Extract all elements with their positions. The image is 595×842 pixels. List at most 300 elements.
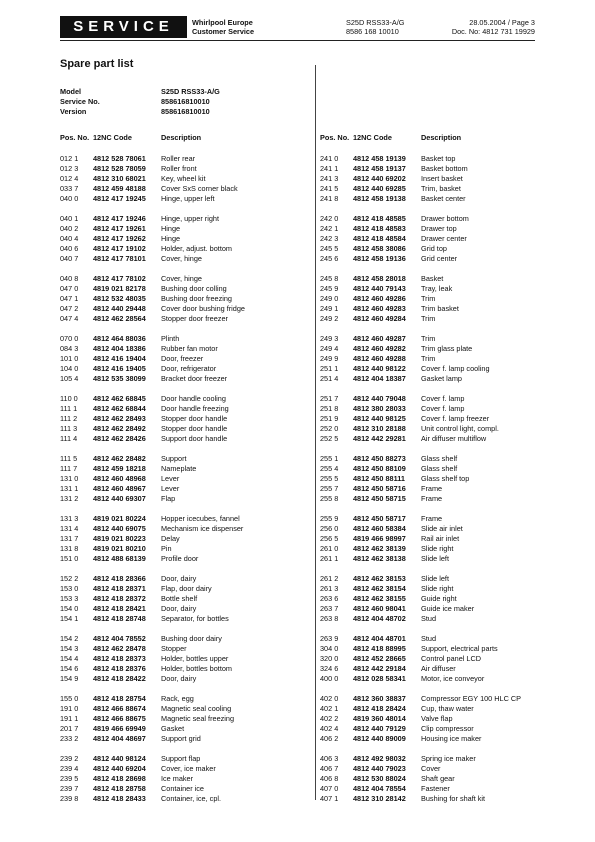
part-description: Door, refrigerator: [161, 364, 217, 373]
pos-number: 131 7: [60, 534, 79, 543]
pos-number: 155 0: [60, 694, 79, 703]
part-description: Grid center: [421, 254, 458, 263]
part-code: 4812 418 28698: [93, 774, 146, 783]
part-description: Hinge, upper right: [161, 214, 220, 223]
part-code: 4812 418 88995: [353, 644, 406, 653]
part-code: 4812 462 38153: [353, 574, 406, 583]
part-code: 4812 466 88675: [93, 714, 146, 723]
pos-number: 252 5: [320, 434, 339, 443]
pos-number: 111 3: [60, 424, 78, 433]
part-description: Cover f. lamp freezer: [421, 414, 490, 423]
column-divider: [315, 65, 316, 800]
page-title: Spare part list: [60, 58, 134, 70]
part-code: 4812 418 28366: [93, 574, 146, 583]
part-description: Control panel LCD: [421, 654, 482, 663]
part-description: Trim: [421, 294, 436, 303]
part-description: Flap: [161, 494, 176, 503]
part-code: 4812 462 28492: [93, 424, 146, 433]
part-description: Door handle freezing: [161, 404, 229, 413]
pos-number: 111 7: [60, 464, 78, 473]
pos-number: 249 3: [320, 334, 339, 343]
part-code: 4812 418 28754: [93, 694, 146, 703]
pos-number: 012 1: [60, 154, 79, 163]
part-code: 4812 417 19245: [93, 194, 146, 203]
part-description: Basket top: [421, 154, 456, 163]
part-code: 4812 440 69285: [353, 184, 406, 193]
pos-number: 406 3: [320, 754, 339, 763]
part-code: 4812 360 38837: [353, 694, 406, 703]
part-description: Bushing door dairy: [161, 634, 222, 643]
company-name: Whirlpool Europe: [192, 18, 253, 27]
part-description: Hinge: [161, 234, 181, 243]
part-code: 4812 417 19261: [93, 224, 146, 233]
part-code: 4812 028 58341: [353, 674, 406, 683]
part-description: Support door handle: [161, 434, 228, 443]
pos-number: 241 8: [320, 194, 339, 203]
pos-number: 012 3: [60, 164, 79, 173]
part-code: 4812 440 79023: [353, 764, 406, 773]
pos-number: 251 4: [320, 374, 339, 383]
pos-number: 261 0: [320, 544, 339, 553]
part-description: Frame: [421, 484, 443, 493]
pos-number: 070 0: [60, 334, 79, 343]
pos-number: 040 6: [60, 244, 79, 253]
pos-number: 261 1: [320, 554, 339, 563]
part-description: Basket center: [421, 194, 466, 203]
part-description: Cover f. lamp cooling: [421, 364, 490, 373]
part-code: 4812 460 49282: [353, 344, 406, 353]
part-code: 4812 418 28373: [93, 654, 146, 663]
part-description: Profile door: [161, 554, 199, 563]
part-description: Support flap: [161, 754, 201, 763]
part-description: Support grid: [161, 734, 201, 743]
pos-number: 241 1: [320, 164, 339, 173]
part-code: 4812 450 88273: [353, 454, 406, 463]
part-code: 4812 462 28564: [93, 314, 146, 323]
part-code: 4819 021 82178: [93, 284, 146, 293]
part-code: 4812 416 19405: [93, 364, 146, 373]
pos-number: 249 2: [320, 314, 339, 323]
part-description: Guide right: [421, 594, 457, 603]
pos-number: 153 0: [60, 584, 79, 593]
model-number: 8586 168 10010: [346, 27, 399, 36]
part-code: 4819 021 80223: [93, 534, 146, 543]
pos-number: 154 9: [60, 674, 79, 683]
part-code: 4812 460 49286: [353, 294, 406, 303]
pos-number: 261 2: [320, 574, 339, 583]
part-description: Unit control light, compl.: [421, 424, 499, 433]
part-code: 4812 418 28758: [93, 784, 146, 793]
part-description: Guide ice maker: [421, 604, 475, 613]
part-code: 4812 440 69202: [353, 174, 406, 183]
pos-number: 239 7: [60, 784, 79, 793]
pos-number: 131 8: [60, 544, 79, 553]
part-description: Glass shelf: [421, 464, 458, 473]
pos-number: 245 9: [320, 284, 339, 293]
part-code: 4812 442 29281: [353, 434, 406, 443]
pos-number: 249 4: [320, 344, 339, 353]
pos-number: 245 8: [320, 274, 339, 283]
part-description: Valve flap: [421, 714, 453, 723]
part-description: Bushing door freezing: [161, 294, 232, 303]
part-code: 4812 417 78101: [93, 254, 146, 263]
part-description: Drawer bottom: [421, 214, 469, 223]
part-description: Hopper icecubes, fannel: [161, 514, 240, 523]
part-code: 4812 458 19139: [353, 154, 406, 163]
part-code: 4812 418 28422: [93, 674, 146, 683]
pos-number: 131 3: [60, 514, 79, 523]
part-description: Housing ice maker: [421, 734, 482, 743]
pos-number: 239 5: [60, 774, 79, 783]
model-info: [346, 18, 404, 36]
part-code: 4812 459 18218: [93, 464, 146, 473]
part-code: 4812 440 98122: [353, 364, 406, 373]
part-code: 4812 460 58384: [353, 524, 406, 533]
part-description: Glass shelf: [421, 454, 458, 463]
meta-label: Model: [60, 87, 82, 96]
pos-number: 104 0: [60, 364, 79, 373]
part-description: Cover f. lamp: [421, 394, 465, 403]
pos-number: 111 4: [60, 434, 78, 443]
part-description: Magnetic seal cooling: [161, 704, 232, 713]
part-description: Slide left: [421, 554, 449, 563]
part-description: Cover, hinge: [161, 254, 202, 263]
part-code: 4812 440 29448: [93, 304, 146, 313]
department-name: Customer Service: [192, 27, 255, 36]
pos-number: 241 3: [320, 174, 339, 183]
pos-number: 040 4: [60, 234, 79, 243]
pos-number: 256 0: [320, 524, 339, 533]
col-pos-header: Pos. No.: [60, 133, 90, 142]
pos-number: 324 6: [320, 664, 339, 673]
part-description: Air diffuser: [421, 664, 456, 673]
pos-number: 084 3: [60, 344, 79, 353]
part-description: Door, dairy: [161, 574, 197, 583]
part-description: Container ice: [161, 784, 204, 793]
part-code: 4812 462 28478: [93, 644, 146, 653]
pos-number: 191 0: [60, 704, 79, 713]
part-code: 4812 380 28033: [353, 404, 406, 413]
part-code: 4812 404 48701: [353, 634, 406, 643]
part-description: Grid top: [421, 244, 447, 253]
part-code: 4812 310 28188: [353, 424, 406, 433]
pos-number: 047 4: [60, 314, 79, 323]
part-code: 4812 450 58717: [353, 514, 406, 523]
pos-number: 255 7: [320, 484, 339, 493]
part-description: Delay: [161, 534, 180, 543]
pos-number: 131 0: [60, 474, 79, 483]
pos-number: 154 3: [60, 644, 79, 653]
pos-number: 154 1: [60, 614, 79, 623]
pos-number: 402 0: [320, 694, 339, 703]
part-code: 4812 460 48968: [93, 474, 146, 483]
part-code: 4812 418 48583: [353, 224, 406, 233]
pos-number: 402 1: [320, 704, 339, 713]
col-code-header: 12NC Code: [93, 133, 132, 142]
pos-number: 304 0: [320, 644, 339, 653]
pos-number: 249 0: [320, 294, 339, 303]
model-code: S25D RSS33-A/G: [346, 18, 405, 27]
part-description: Insert basket: [421, 174, 463, 183]
pos-number: 040 7: [60, 254, 79, 263]
part-description: Door, dairy: [161, 604, 197, 613]
pos-number: 154 0: [60, 604, 79, 613]
part-code: 4812 404 78554: [353, 784, 406, 793]
part-description: Bushing door colling: [161, 284, 227, 293]
pos-number: 251 8: [320, 404, 339, 413]
pos-number: 256 5: [320, 534, 339, 543]
part-description: Cover SxS corner black: [161, 184, 238, 193]
part-code: 4812 440 69204: [93, 764, 146, 773]
part-description: Container, ice, cpl.: [161, 794, 222, 803]
part-description: Key, wheel kit: [161, 174, 206, 183]
part-description: Bushing for shaft kit: [421, 794, 486, 803]
pos-number: 252 0: [320, 424, 339, 433]
part-description: Roller front: [161, 164, 197, 173]
part-code: 4812 458 19136: [353, 254, 406, 263]
pos-number: 242 0: [320, 214, 339, 223]
part-code: 4812 460 49287: [353, 334, 406, 343]
pos-number: 047 0: [60, 284, 79, 293]
part-code: 4812 462 68845: [93, 394, 146, 403]
part-description: Rail air inlet: [421, 534, 460, 543]
pos-number: 406 7: [320, 764, 339, 773]
part-description: Door handle cooling: [161, 394, 226, 403]
part-code: 4812 450 88109: [353, 464, 406, 473]
pos-number: 239 4: [60, 764, 79, 773]
meta-row: [60, 97, 310, 107]
part-code: 4812 310 28142: [353, 794, 406, 803]
part-description: Holder, bottles upper: [161, 654, 229, 663]
part-description: Flap, door dairy: [161, 584, 212, 593]
part-description: Tray, leak: [421, 284, 453, 293]
part-description: Hinge, upper left: [161, 194, 215, 203]
pos-number: 111 5: [60, 454, 78, 463]
pos-number: 012 4: [60, 174, 79, 183]
part-code: 4812 462 28426: [93, 434, 146, 443]
part-code: 4819 360 48014: [353, 714, 406, 723]
part-description: Trim: [421, 314, 436, 323]
pos-number: 255 5: [320, 474, 339, 483]
part-code: 4812 418 28371: [93, 584, 146, 593]
part-description: Holder, bottles bottom: [161, 664, 232, 673]
part-code: 4812 418 28376: [93, 664, 146, 673]
part-code: 4819 466 69949: [93, 724, 146, 733]
pos-number: 402 4: [320, 724, 339, 733]
part-code: 4812 462 28482: [93, 454, 146, 463]
pos-number: 047 1: [60, 294, 79, 303]
part-code: 4812 459 48188: [93, 184, 146, 193]
pos-number: 040 8: [60, 274, 79, 283]
part-description: Frame: [421, 514, 443, 523]
pos-number: 131 1: [60, 484, 79, 493]
meta-row: [60, 87, 310, 97]
col-code-header: 12NC Code: [353, 133, 392, 142]
meta-value: 858616810010: [161, 107, 210, 116]
pos-number: 101 0: [60, 354, 79, 363]
part-code: 4812 418 28421: [93, 604, 146, 613]
part-code: 4812 462 68844: [93, 404, 146, 413]
part-description: Lever: [161, 474, 180, 483]
part-description: Lever: [161, 484, 180, 493]
part-code: 4812 417 19102: [93, 244, 146, 253]
part-code: 4812 462 38154: [353, 584, 406, 593]
pos-number: 400 0: [320, 674, 339, 683]
pos-number: 251 1: [320, 364, 339, 373]
part-description: Trim basket: [421, 304, 459, 313]
pos-number: 191 1: [60, 714, 79, 723]
part-description: Door, dairy: [161, 674, 197, 683]
part-code: 4812 464 88036: [93, 334, 146, 343]
pos-number: 040 1: [60, 214, 79, 223]
part-description: Slide right: [421, 544, 454, 553]
part-code: 4812 532 48035: [93, 294, 146, 303]
part-code: 4812 417 19246: [93, 214, 146, 223]
part-code: 4812 418 48585: [353, 214, 406, 223]
part-code: 4812 535 38099: [93, 374, 146, 383]
part-description: Cup, thaw water: [421, 704, 474, 713]
meta-label: Version: [60, 107, 87, 116]
part-code: 4812 404 48702: [353, 614, 406, 623]
part-code: 4812 460 98041: [353, 604, 406, 613]
part-description: Roller rear: [161, 154, 196, 163]
part-description: Mechanism ice dispenser: [161, 524, 244, 533]
company-info: [192, 18, 254, 36]
part-description: Nameplate: [161, 464, 197, 473]
part-description: Cover, ice maker: [161, 764, 216, 773]
part-code: 4812 458 19137: [353, 164, 406, 173]
part-code: 4812 460 49284: [353, 314, 406, 323]
meta-value: 858616810010: [161, 97, 210, 106]
part-code: 4812 460 49288: [353, 354, 406, 363]
part-description: Basket bottom: [421, 164, 468, 173]
col-desc-header: Description: [161, 133, 202, 142]
part-description: Door, freezer: [161, 354, 204, 363]
col-pos-header: Pos. No.: [320, 133, 350, 142]
part-code: 4812 440 98125: [353, 414, 406, 423]
part-description: Trim: [421, 354, 436, 363]
part-code: 4819 466 98997: [353, 534, 406, 543]
part-code: 4812 440 79143: [353, 284, 406, 293]
model-meta: [60, 87, 310, 117]
part-description: Bracket door freezer: [161, 374, 228, 383]
pos-number: 255 4: [320, 464, 339, 473]
part-code: 4812 418 28372: [93, 594, 146, 603]
part-code: 4812 530 88024: [353, 774, 406, 783]
part-code: 4812 404 78552: [93, 634, 146, 643]
pos-number: 111 2: [60, 414, 78, 423]
part-description: Magnetic seal freezing: [161, 714, 235, 723]
part-description: Trim, basket: [421, 184, 461, 193]
part-description: Trim: [421, 334, 436, 343]
part-description: Stopper: [161, 644, 187, 653]
pos-number: 151 0: [60, 554, 79, 563]
part-description: Clip compressor: [421, 724, 474, 733]
part-code: 4819 021 80210: [93, 544, 146, 553]
pos-number: 245 6: [320, 254, 339, 263]
part-code: 4812 440 89009: [353, 734, 406, 743]
part-code: 4812 492 98032: [353, 754, 406, 763]
part-description: Pin: [161, 544, 172, 553]
part-description: Bottle shelf: [161, 594, 198, 603]
part-description: Compressor EGY 100 HLC CP: [421, 694, 522, 703]
pos-number: 255 8: [320, 494, 339, 503]
pos-number: 040 2: [60, 224, 79, 233]
part-code: 4819 021 80224: [93, 514, 146, 523]
part-code: 4812 404 18387: [353, 374, 406, 383]
pos-number: 131 4: [60, 524, 79, 533]
pos-number: 131 2: [60, 494, 79, 503]
part-description: Stud: [421, 614, 437, 623]
pos-number: 111 1: [60, 404, 78, 413]
part-code: 4812 440 98124: [93, 754, 146, 763]
meta-row: [60, 107, 310, 117]
doc-date-page: 28.05.2004 / Page 3: [469, 18, 535, 27]
part-code: 4812 440 69075: [93, 524, 146, 533]
part-code: 4812 442 29184: [353, 664, 406, 673]
part-description: Stud: [421, 634, 437, 643]
part-code: 4812 458 28018: [353, 274, 406, 283]
pos-number: 239 8: [60, 794, 79, 803]
pos-number: 152 2: [60, 574, 79, 583]
part-code: 4812 462 28493: [93, 414, 146, 423]
part-description: Fastener: [421, 784, 450, 793]
pos-number: 153 3: [60, 594, 79, 603]
part-code: 4812 440 79048: [353, 394, 406, 403]
part-code: 4812 404 18386: [93, 344, 146, 353]
part-code: 4812 460 49283: [353, 304, 406, 313]
part-description: Drawer center: [421, 234, 467, 243]
part-code: 4812 450 88111: [353, 474, 405, 483]
part-description: Cover: [421, 764, 441, 773]
pos-number: 263 8: [320, 614, 339, 623]
part-description: Slide air inlet: [421, 524, 463, 533]
part-description: Basket: [421, 274, 444, 283]
pos-number: 201 7: [60, 724, 79, 733]
service-badge: SERVICE: [60, 16, 187, 38]
part-code: 4812 462 38155: [353, 594, 406, 603]
pos-number: 241 0: [320, 154, 339, 163]
part-description: Stopper door handle: [161, 414, 228, 423]
part-description: Holder, adjust. bottom: [161, 244, 232, 253]
pos-number: 249 9: [320, 354, 339, 363]
part-description: Cover, hinge: [161, 274, 202, 283]
part-description: Glass shelf top: [421, 474, 470, 483]
part-code: 4812 450 58716: [353, 484, 406, 493]
part-description: Slide left: [421, 574, 449, 583]
part-description: Cover door bushing fridge: [161, 304, 245, 313]
part-description: Gasket lamp: [421, 374, 462, 383]
part-description: Rubber fan motor: [161, 344, 218, 353]
part-description: Air diffuser multiflow: [421, 434, 487, 443]
part-description: Spring ice maker: [421, 754, 476, 763]
part-description: Stopper door freezer: [161, 314, 228, 323]
part-description: Trim glass plate: [421, 344, 473, 353]
doc-number: Doc. No: 4812 731 19929: [451, 27, 535, 36]
meta-label: Service No.: [60, 97, 100, 106]
pos-number: 402 2: [320, 714, 339, 723]
part-code: 4812 462 38138: [353, 554, 406, 563]
pos-number: 033 7: [60, 184, 79, 193]
part-code: 4812 440 79129: [353, 724, 406, 733]
pos-number: 249 1: [320, 304, 339, 313]
part-code: 4812 417 78102: [93, 274, 146, 283]
part-description: Hinge: [161, 224, 181, 233]
part-code: 4812 404 48697: [93, 734, 146, 743]
part-code: 4812 450 58715: [353, 494, 406, 503]
part-code: 4812 417 19262: [93, 234, 146, 243]
doc-info: [452, 18, 535, 36]
